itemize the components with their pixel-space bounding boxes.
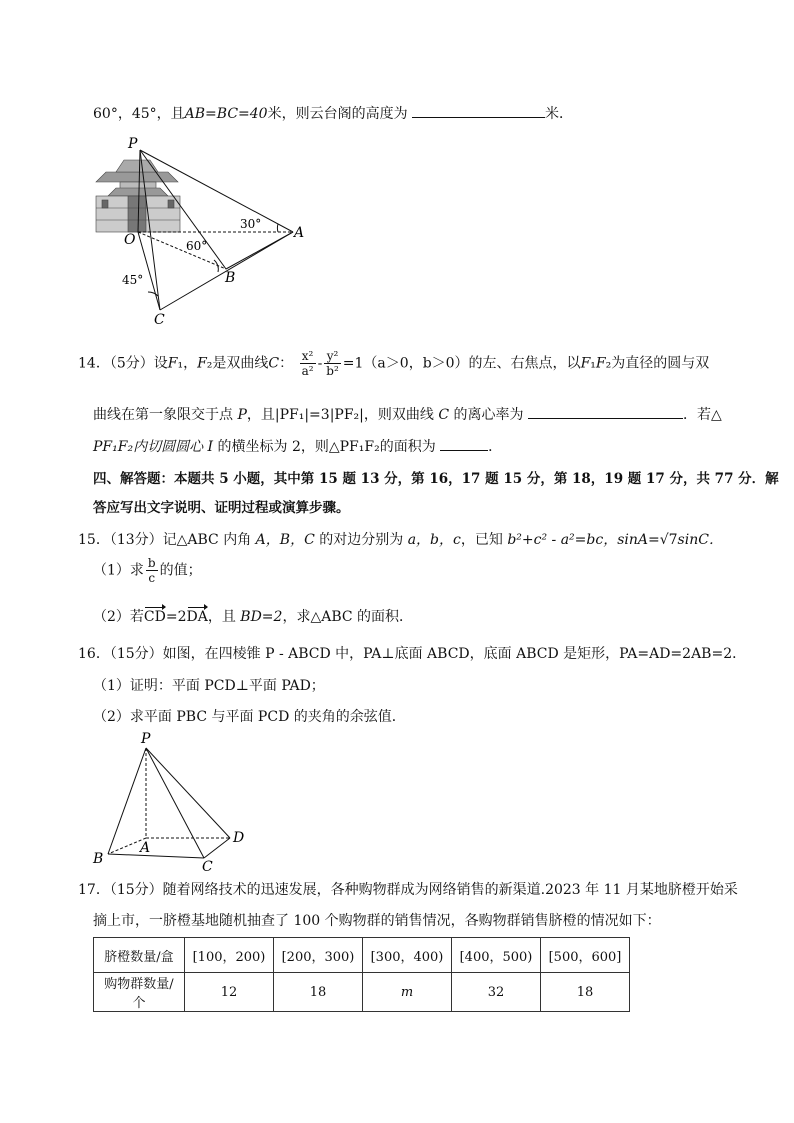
table-cell: [300，400) <box>363 938 452 973</box>
frac-y-num: y² <box>324 349 341 364</box>
table-cell: [200，300) <box>274 938 363 973</box>
q13-prefix: 60°，45°，且 <box>93 106 185 122</box>
q14-line3: PF₁F₂内切圆圆心 I 的横坐标为 2，则△PF₁F₂的面积为 ． <box>93 439 503 455</box>
q14-l2d: ．若△ <box>682 407 722 423</box>
q15-h: sinC． <box>677 532 723 548</box>
label-a: A <box>294 225 305 241</box>
q13-ab: AB=BC=40 <box>184 106 268 122</box>
section4-line1: 四、解答题：本题共 5 小题，其中第 15 题 13 分，第 16，17 题 15 分，第 18，19 题 17 分，共 77 分．解 <box>93 471 779 487</box>
q14-frac-x <box>300 349 316 378</box>
q15-stem <box>78 529 723 549</box>
section4-line2: 答应写出文字说明、证明过程或演算步骤。 <box>93 500 350 516</box>
q14-l2c: 的离心率为 <box>453 407 524 423</box>
angle-30: 30° <box>240 217 262 231</box>
q14-frac-y <box>324 349 341 378</box>
q15-c: 的对边分别为 <box>319 532 404 548</box>
q14-l2b: ，且|PF₁|=3|PF₂|，则双曲线 <box>246 407 434 423</box>
q15-part2 <box>93 606 413 626</box>
q15-p2-b: ，且 <box>207 609 236 625</box>
q14-number: 14．（5分）设 <box>78 355 168 372</box>
q15-b: A，B，C <box>255 532 315 548</box>
label-b: B <box>93 851 104 867</box>
label-a: A <box>140 840 151 856</box>
q16-part2: （2）求平面 PBC 与平面 PCD 的夹角的余弦值． <box>93 709 406 725</box>
label-d: D <box>233 830 245 846</box>
vector-cd: CD <box>143 609 166 625</box>
q13-suffix: 米． <box>545 106 574 122</box>
q14-tail1: 为直径的圆与双 <box>611 355 710 372</box>
angle-45: 45° <box>122 273 144 287</box>
table-cell: [100，200) <box>185 938 274 973</box>
q14-eq-tail: =1（a＞0，b＞0）的左、右焦点，以 <box>342 355 581 372</box>
q16-stem: 16．（15分）如图，在四棱锥 P - ABCD 中，PA⊥底面 ABCD，底面 ABCD 是矩形，PA=AD=2AB=2． <box>78 646 747 662</box>
label-c: C <box>202 859 213 873</box>
table-cell: [400，500) <box>452 938 541 973</box>
q13-answer-blank[interactable] <box>412 105 545 118</box>
label-o: O <box>124 232 136 248</box>
frac-x-den: a² <box>301 364 314 378</box>
q14-eccentricity-blank[interactable] <box>528 406 683 419</box>
table-cell: [500，600] <box>541 938 630 973</box>
q15-a: 15．（13分）记△ABC 内角 <box>78 532 252 548</box>
label-p: P <box>128 136 138 152</box>
table-row <box>94 973 630 1012</box>
table-cell: 脐橙数量/盒 <box>94 938 185 973</box>
frac-y-den: b² <box>326 364 339 378</box>
q15-p2-eq: =2 <box>165 609 187 625</box>
table-cell: 12 <box>185 973 274 1012</box>
q15-f: b²+c² - a²=bc，sinA= <box>507 532 660 548</box>
frac-x-num: x² <box>300 349 316 364</box>
q17-line2: 摘上市，一脐橙基地随机抽查了 100 个购物群的销售情况，各购物群销售脐橙的情况如下： <box>93 913 661 929</box>
q13-mid: 米，则云台阁的高度为 <box>267 106 408 122</box>
q14-l3b: 的横坐标为 2，则△PF₁F₂的面积为 <box>217 439 436 455</box>
q15-p2-a: （2）若 <box>93 609 144 625</box>
q15-p1-a: （1）求 <box>93 562 144 579</box>
q13-figure <box>88 132 318 327</box>
table-row <box>94 938 630 973</box>
q15-part1 <box>93 556 202 585</box>
table-cell: 32 <box>452 973 541 1012</box>
q14-l2a: 曲线在第一象限交于点 <box>93 407 233 423</box>
q14-area-blank[interactable] <box>440 438 488 451</box>
q15-e: ，已知 <box>460 532 503 548</box>
q15-frac-den: c <box>148 571 156 585</box>
q15-frac <box>146 556 158 585</box>
vector-da: DA <box>186 609 208 625</box>
q16-pyramid-figure <box>88 728 258 873</box>
angle-60: 60° <box>186 239 208 253</box>
q15-sqrt: √7 <box>659 532 678 548</box>
q15-frac-num: b <box>147 556 156 570</box>
q15-p2-d: ，求△ABC 的面积． <box>282 609 414 625</box>
table-cell: m <box>363 973 452 1012</box>
table-cell: 购物群数量/个 <box>94 973 185 1012</box>
q15-p1-b: 的值； <box>159 562 202 579</box>
q17-table <box>93 937 630 1012</box>
q17-line1: 17．（15分）随着网络技术的迅速发展，各种购物群成为网络销售的新渠道.2023 年 11 月某地脐橙开始采 <box>78 882 738 898</box>
q13-line <box>93 103 573 123</box>
q15-p2-c: BD=2 <box>240 609 283 625</box>
table-cell: 18 <box>274 973 363 1012</box>
table-cell: 18 <box>541 973 630 1012</box>
q14-text1: 是双曲线 <box>212 355 269 372</box>
q14-line1: 14．（5分）设F₁，F₂是双曲线C： $\frac{\text{x²}}{\text{a²}}$ - $\frac{\text{y²}}{\text{b²}}$ =1（a＞0，b＞0）的左、右焦点，以F₁F₂为直径的圆与双 <box>78 349 710 378</box>
q16-part1: （1）证明：平面 PCD⊥平面 PAD； <box>93 678 325 694</box>
label-b: B <box>225 270 236 286</box>
q14-l3c: ． <box>488 439 503 455</box>
q14-l3a: PF₁F₂内切圆圆心 <box>93 439 204 455</box>
label-c: C <box>154 312 165 327</box>
q14-line2: 曲线在第一象限交于点 P，且|PF₁|=3|PF₂|，则双曲线 C 的离心率为 ．若△ <box>93 407 722 423</box>
q15-d: a，b，c <box>407 532 461 548</box>
label-p: P <box>141 731 151 747</box>
